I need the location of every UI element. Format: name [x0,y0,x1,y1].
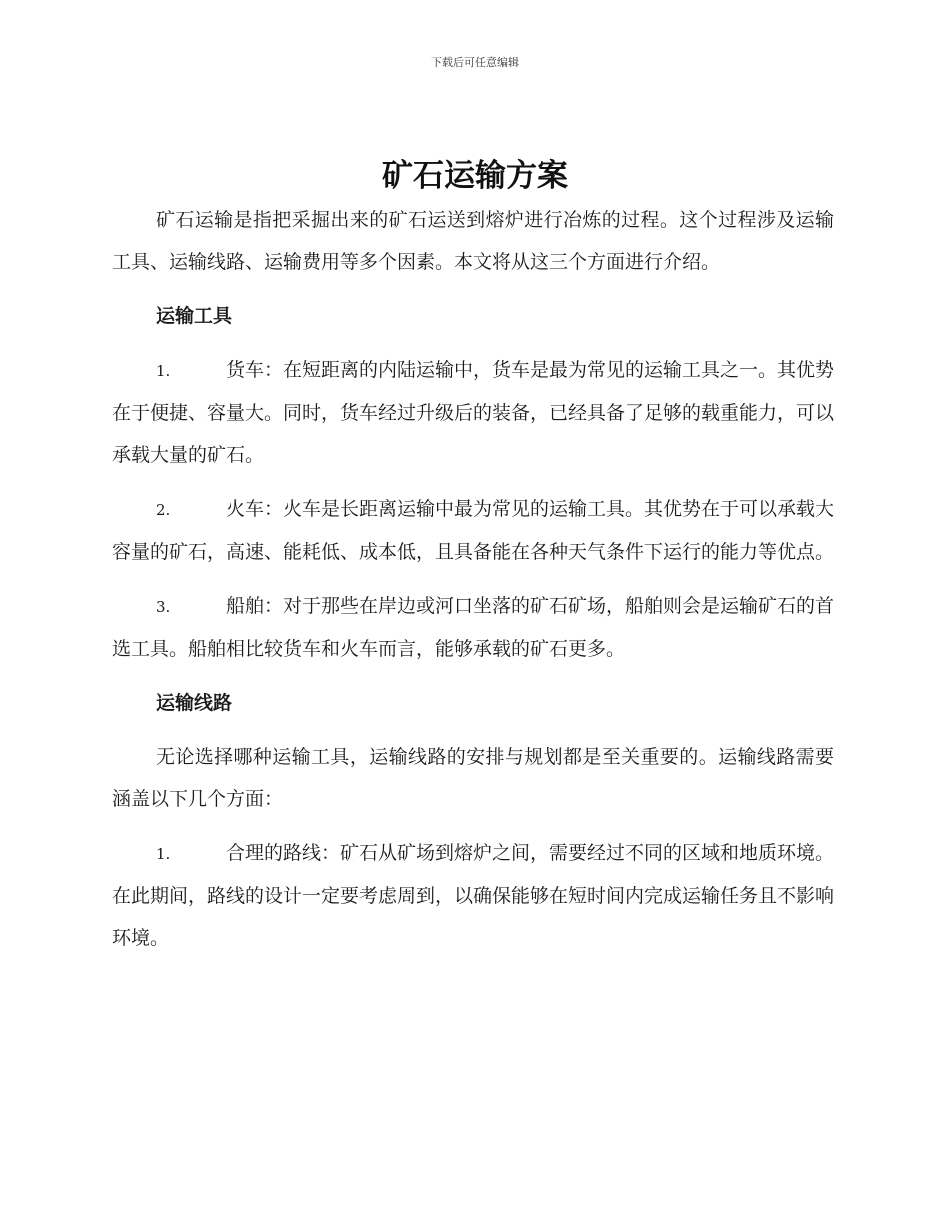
list-item [112,349,834,476]
list-number: 1. [156,362,171,380]
list-number: 1. [156,845,171,863]
routes-paragraph: 无论选择哪种运输工具，运输线路的安排与规划都是至关重要的。运输线路需要涵盖以下几个方面： [112,746,834,810]
list-number: 2. [156,501,171,519]
section-heading-routes: 运输线路 [156,692,233,714]
list-item [112,832,834,959]
list-item-text: 火车：火车是长距离运输中最为常见的运输工具。其优势在于可以承载大容量的矿石，高速、能耗低、成本低，且具备能在各种天气条件下运行的能力等优点。 [112,498,835,563]
document-title: 矿石运输方案 [382,158,568,194]
list-item-text: 船舶：对于那些在岸边或河口坐落的矿石矿场，船舶则会是运输矿石的首选工具。船舶相比较货车和火车而言，能够承载的矿石更多。 [112,595,835,660]
intro-paragraph: 矿石运输是指把采掘出来的矿石运送到熔炉进行冶炼的过程。这个过程涉及运输工具、运输线路、运输费用等多个因素。本文将从这三个方面进行介绍。 [112,209,834,273]
section-heading-tools: 运输工具 [156,305,233,327]
list-number: 3. [156,598,171,616]
list-item [112,585,834,670]
list-item-text: 货车：在短距离的内陆运输中，货车是最为常见的运输工具之一。其优势在于便捷、容量大。同时，货车经过升级后的装备，已经具备了足够的载重能力，可以承载大量的矿石。 [112,359,835,466]
list-item-text: 合理的路线：矿石从矿场到熔炉之间，需要经过不同的区域和地质环境。在此期间，路线的设计一定要考虑周到，以确保能够在短时间内完成运输任务且不影响环境。 [112,842,835,949]
document-body [112,199,834,959]
page-header-note: 下载后可任意编辑 [431,56,519,69]
list-item [112,488,834,573]
